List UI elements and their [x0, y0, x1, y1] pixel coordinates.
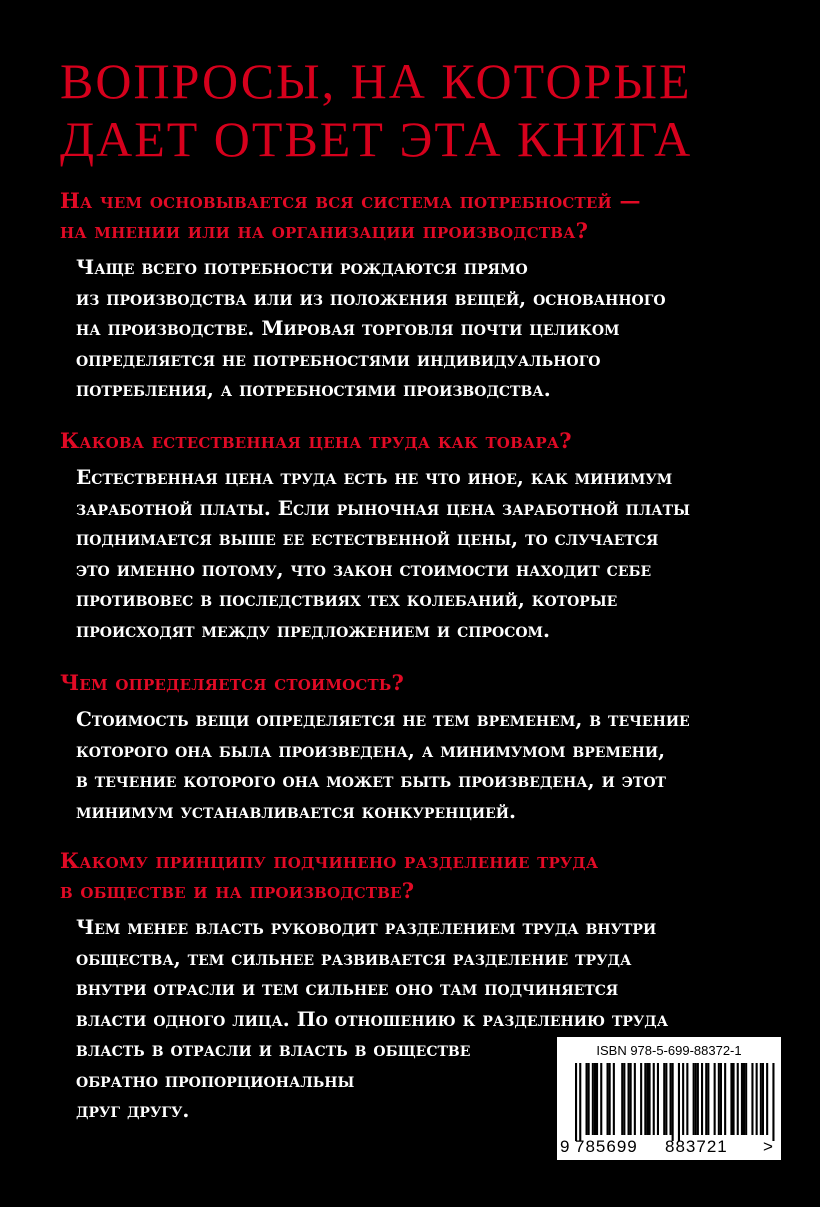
isbn-number: ISBN 978-5-699-88372-1 [596, 1043, 742, 1058]
barcode-bar [701, 1063, 703, 1135]
barcode-bar [665, 1063, 667, 1135]
answer-line: власти одного лица. По отношению к разделению труда [76, 1006, 669, 1031]
answer-line: на производстве. Мировая торговля почти целиком [76, 316, 620, 340]
question-line: Чем определяется стоимость? [60, 670, 404, 695]
answer-line: которого она была произведена, а минимумом времени, [76, 737, 666, 762]
barcode-bar [596, 1063, 598, 1135]
barcode-bar [588, 1063, 590, 1135]
isbn-barcode [557, 1037, 781, 1160]
barcode-bar [686, 1063, 688, 1135]
answer-line: потребления, а потребностями производства. [76, 377, 551, 401]
barcode-bar [621, 1063, 623, 1135]
barcode-bar [772, 1063, 774, 1141]
barcode-bar [695, 1063, 697, 1135]
barcode-bar [678, 1063, 680, 1141]
answer-line: внутри отрасли и тем сильнее оно там подчиняется [76, 976, 619, 1000]
barcode-bar [697, 1063, 699, 1135]
cover-title-line-2: ДАЕТ ОТВЕТ ЭТА КНИГА [60, 111, 693, 167]
barcode-bar [640, 1063, 642, 1135]
answer-line: из производства или из положения вещей, основанного [76, 285, 666, 310]
barcode-bar [653, 1063, 655, 1135]
answer-line: Естественная цена труда есть не что иное, как минимум [76, 465, 673, 489]
barcode-bar [705, 1063, 707, 1135]
barcode-digit-first: 9 [560, 1137, 571, 1156]
answer-text [60, 462, 800, 645]
barcode-bar [644, 1063, 646, 1135]
barcode-bar [634, 1063, 636, 1135]
barcode-bar [670, 1063, 672, 1135]
answer-line: минимум устанавливается конкуренцией. [76, 798, 516, 823]
question-line: на мнении или на организации производства? [60, 218, 589, 243]
barcode-bar [730, 1063, 732, 1135]
barcode-bars [563, 1063, 775, 1143]
barcode-bar [607, 1063, 609, 1135]
barcode-bar [751, 1063, 753, 1135]
barcode-bar [720, 1063, 722, 1135]
barcode-bar [707, 1063, 709, 1135]
qa-section-3 [60, 668, 800, 826]
barcode-bar [649, 1063, 651, 1135]
barcode-bar [737, 1063, 739, 1135]
barcode-bar [623, 1063, 625, 1135]
answer-line: противовес в последствиях тех колебаний, которые [76, 587, 618, 611]
answer-line: Чаще всего потребности рождаются прямо [76, 255, 528, 279]
question-line: Какому принципу подчинено разделение труда [60, 848, 599, 873]
barcode-bar [609, 1063, 611, 1135]
answer-line: в течение которого она может быть произведена, и этот [76, 768, 666, 792]
qa-section-2 [60, 426, 800, 645]
answer-line: определяется не потребностями индивидуального [76, 346, 601, 371]
question-heading [60, 846, 800, 906]
barcode-bar [586, 1063, 588, 1135]
barcode-bar [745, 1063, 747, 1135]
barcode-bar [628, 1063, 630, 1135]
answer-line: Чем менее власть руководит разделением труда внутри [76, 915, 657, 939]
answer-line: происходят между предложением и спросом. [76, 617, 550, 642]
barcode-bar [600, 1063, 602, 1135]
barcode-bar [762, 1063, 764, 1135]
question-line: На чем основывается вся система потребностей — [60, 188, 641, 213]
barcode-bar [733, 1063, 735, 1135]
question-heading [60, 668, 800, 698]
question-line: в обществе и на производстве? [60, 878, 415, 903]
answer-line: власть в отрасли и власть в обществе [76, 1037, 471, 1061]
answer-line: обратно пропорциональны [76, 1067, 355, 1092]
question-heading [60, 426, 800, 456]
answer-line: общества, тем сильнее развивается разделение труда [76, 945, 632, 970]
barcode-arrow: > [763, 1137, 774, 1156]
answer-line: Стоимость вещи определяется не тем временем, в течение [76, 707, 690, 731]
barcode-bar [760, 1063, 762, 1135]
barcode-bar [693, 1063, 695, 1135]
barcode-bar [724, 1063, 726, 1135]
barcode-bar [682, 1063, 684, 1135]
barcode-bar [756, 1063, 758, 1135]
barcode-bar [741, 1063, 743, 1135]
question-line: Какова естественная цена труда как товара? [60, 428, 572, 453]
barcode-bar [672, 1063, 674, 1141]
barcode-bar [718, 1063, 720, 1135]
barcode-bar [592, 1063, 594, 1135]
barcode-bar [766, 1063, 768, 1135]
barcode-bar [613, 1063, 615, 1135]
barcode-bar [575, 1063, 577, 1141]
answer-text [60, 704, 800, 826]
barcode-bar [663, 1063, 665, 1135]
answer-line: друг другу. [76, 1098, 190, 1122]
barcode-digits-right: 883721 [665, 1137, 728, 1156]
barcode-bar [579, 1063, 581, 1141]
qa-section-1 [60, 186, 800, 405]
cover-title [60, 52, 800, 168]
barcode-bar [657, 1063, 659, 1135]
answer-text [60, 252, 800, 405]
answer-line: заработной платы. Если рыночная цена заработной платы [76, 495, 690, 520]
barcode-bar [646, 1063, 648, 1135]
barcode-bar [714, 1063, 716, 1135]
barcode-digits-left: 785699 [575, 1137, 638, 1156]
barcode-bar [743, 1063, 745, 1135]
question-heading [60, 186, 800, 246]
barcode-bar [630, 1063, 632, 1135]
answer-line: поднимается выше ее естественной цены, то случается [76, 526, 659, 550]
cover-title-line-1: ВОПРОСЫ, НА КОТОРЫЕ [60, 53, 692, 109]
answer-line: это именно потому, что закон стоимости находит себе [76, 556, 652, 581]
barcode-bar [594, 1063, 596, 1135]
